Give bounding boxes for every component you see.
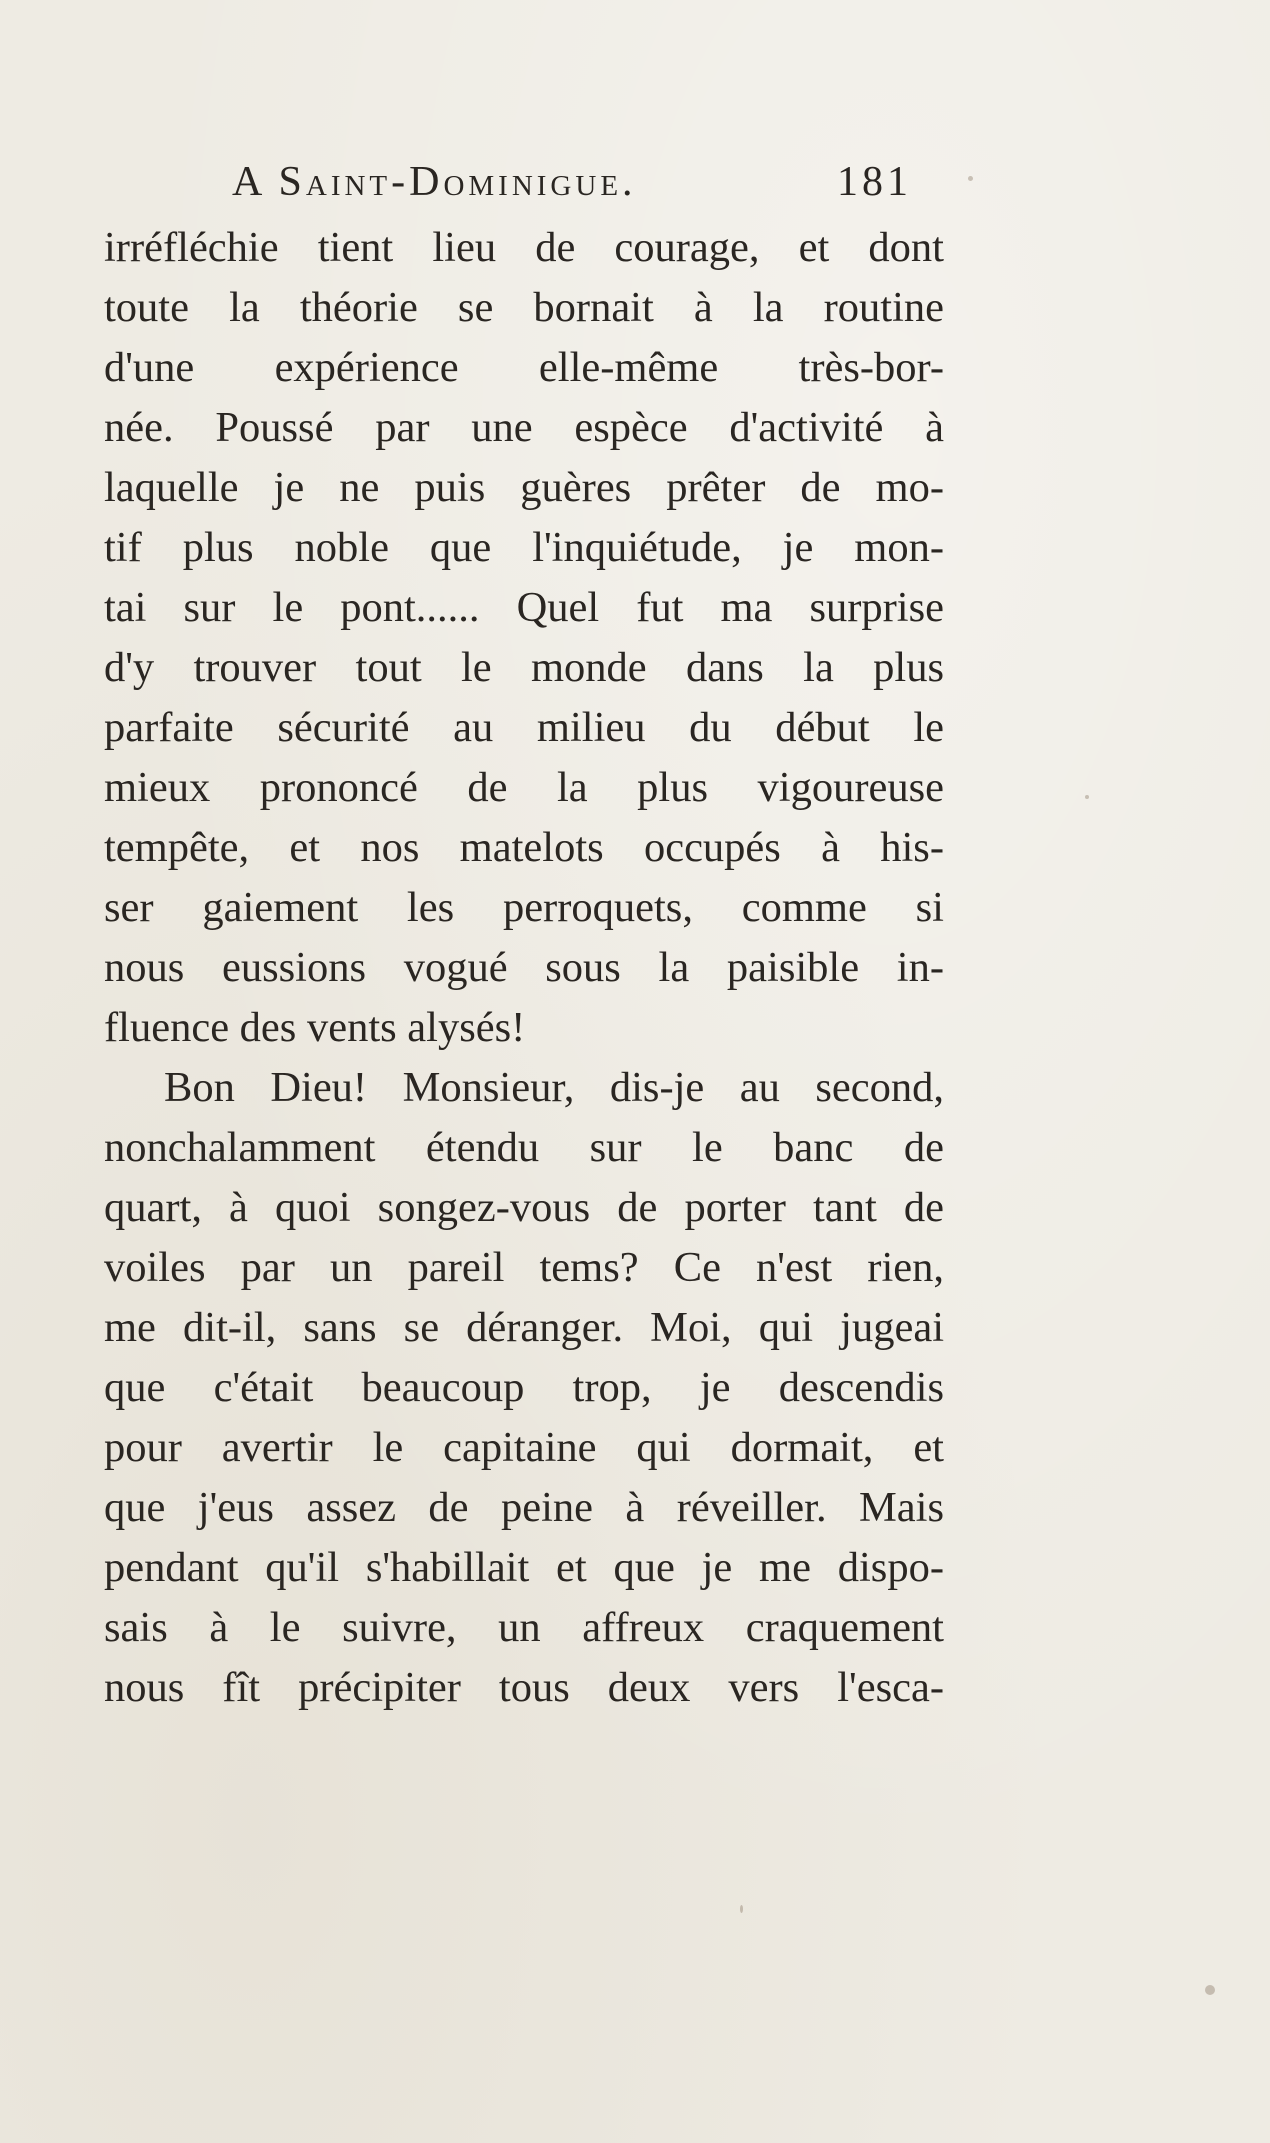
text-line: sais à le suivre, un affreux craquement xyxy=(104,1604,944,1651)
text-line: d'y trouver tout le monde dans la plus xyxy=(104,644,944,691)
text-line: que c'était beaucoup trop, je descendis xyxy=(104,1364,944,1411)
text-line: ser gaiement les perroquets, comme si xyxy=(104,884,944,931)
text-line: mieux prononcé de la plus vigoureuse xyxy=(104,764,944,811)
text-line: irréfléchie tient lieu de courage, et dont xyxy=(104,224,944,271)
paragraph-2 xyxy=(104,1058,944,1718)
paper-speck xyxy=(1085,795,1089,799)
running-header xyxy=(232,158,922,214)
text-line: pendant qu'il s'habillait et que je me dispo- xyxy=(104,1544,944,1591)
text-line: Bon Dieu! Monsieur, dis-je au second, xyxy=(164,1064,944,1111)
text-line: d'une expérience elle-même très-bor- xyxy=(104,344,944,391)
text-line: laquelle je ne puis guères prêter de mo- xyxy=(104,464,944,511)
text-line: quart, à quoi songez-vous de porter tant de xyxy=(104,1184,944,1231)
text-line: née. Poussé par une espèce d'activité à xyxy=(104,404,944,451)
text-line: me dit-il, sans se déranger. Moi, qui jugeai xyxy=(104,1304,944,1351)
text-line: parfaite sécurité au milieu du début le xyxy=(104,704,944,751)
text-line: pour avertir le capitaine qui dormait, et xyxy=(104,1424,944,1471)
paper-speck xyxy=(1205,1985,1215,1995)
text-line: fluence des vents alysés! xyxy=(104,1004,526,1051)
body-text xyxy=(104,218,944,1718)
text-line: nous eussions vogué sous la paisible in- xyxy=(104,944,944,991)
text-line: que j'eus assez de peine à réveiller. Mais xyxy=(104,1484,944,1531)
paper-speck xyxy=(968,176,973,181)
text-line: nonchalamment étendu sur le banc de xyxy=(104,1124,944,1171)
page-number: 181 xyxy=(837,159,912,205)
text-line: voiles par un pareil tems? Ce n'est rien, xyxy=(104,1244,944,1291)
paper-speck xyxy=(740,1905,743,1913)
paragraph-1 xyxy=(104,218,944,1058)
running-title: A Saint-Dominigue. xyxy=(232,159,637,205)
text-line: tif plus noble que l'inquiétude, je mon- xyxy=(104,524,944,571)
text-line: nous fît précipiter tous deux vers l'esca- xyxy=(104,1664,944,1711)
text-line: tai sur le pont...... Quel fut ma surprise xyxy=(104,584,944,631)
text-line: toute la théorie se bornait à la routine xyxy=(104,284,944,331)
text-line: tempête, et nos matelots occupés à his- xyxy=(104,824,944,871)
